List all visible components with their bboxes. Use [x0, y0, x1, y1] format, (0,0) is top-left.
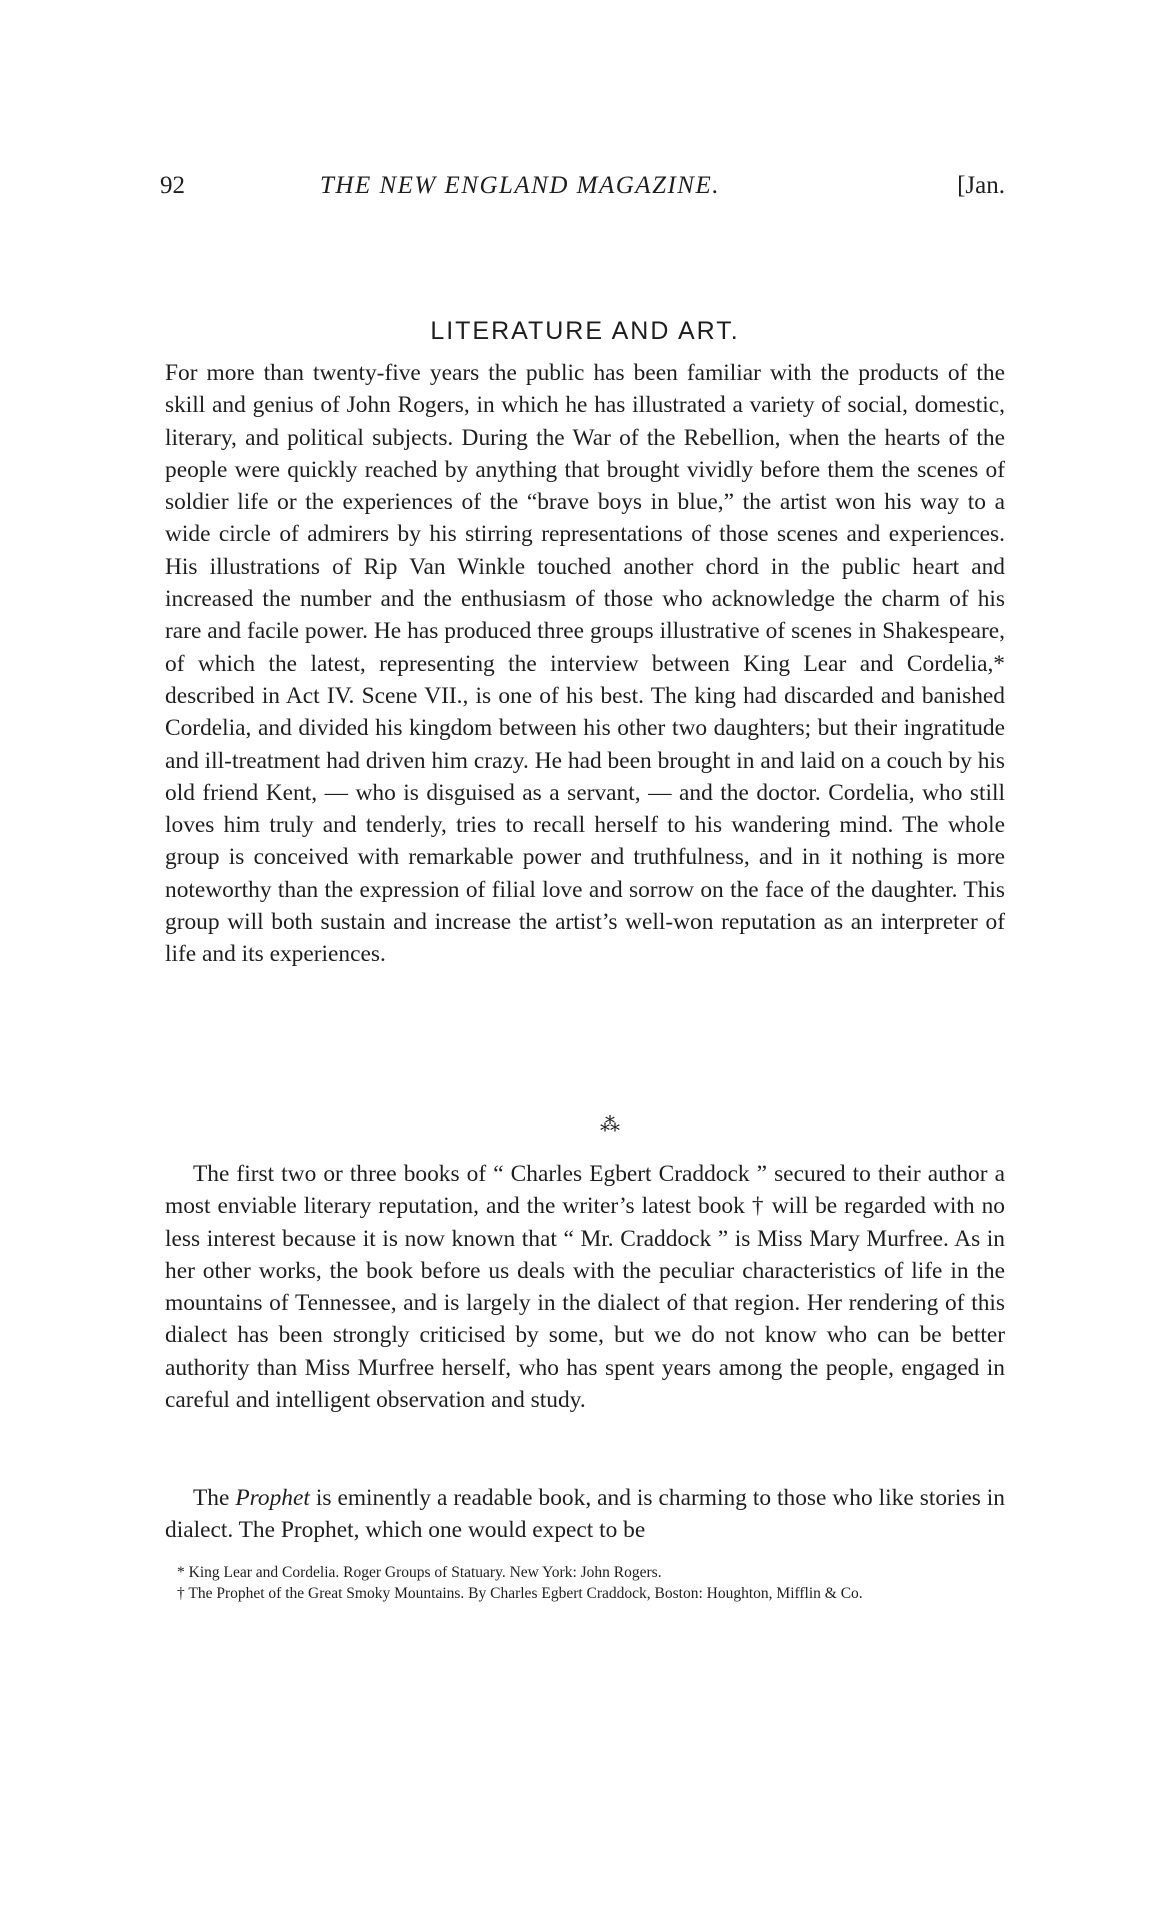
paragraph-prophet-rest: is eminently a readable book, and is charming to those who like stories in dialect. The Prophet, which one would expect to be — [165, 1485, 1005, 1544]
issue-month: [Jan. — [957, 172, 1005, 199]
paragraph-rogers: For more than twenty-five years the public has been familiar with the products of the skill and genius of John Rogers, in which he has illustrated a variety of social, domestic, literary, and political subjects. During the War of the Rebellion, when the hearts of the people were quickly reached by anything that brought vividly before them the scenes of soldier life or the experiences of the “brave boys in blue,” the artist won his way to a wide circle of admirers by his stirring representations of those scenes and experiences. His illustrations of Rip Van Winkle touched another chord in the public heart and increased the number and the enthusiasm of those who acknowledge the charm of his rare and facile power. He has produced three groups illustrative of scenes in Shakespeare, of which the latest, representing the interview between King Lear and Cordelia,* described in Act IV. Scene VII., is one of his best. The king had discarded and banished Cordelia, and divided his kingdom between his other two daughters; but their ingratitude and ill-treatment had driven him crazy. He had been brought in and laid on a couch by his old friend Kent, — who is disguised as a servant, — and the doctor. Cordelia, who still loves him truly and tenderly, tries to recall herself to his wandering mind. The whole group is conceived with remarkable power and truthfulness, and in it nothing is more noteworthy than the expression of filial love and sorrow on the face of the daughter. This group will both sustain and increase the artist’s well-won reputation as an interpreter of life and its experiences. — [165, 360, 1005, 968]
asterism-divider: ⁂ — [600, 1114, 620, 1136]
book-title-prophet: Prophet — [235, 1485, 310, 1511]
paragraph-prophet-start: The — [193, 1485, 236, 1511]
footnotes — [165, 1562, 1005, 1604]
magazine-title: THE NEW ENGLAND MAGAZINE. — [320, 172, 720, 199]
paragraph-prophet — [165, 1482, 1005, 1547]
footnote-2: † The Prophet of the Great Smoky Mountains. By Charles Egbert Craddock, Boston: Houghton, Mifflin & Co. — [177, 1585, 863, 1602]
paragraph-craddock: The first two or three books of “ Charles Egbert Craddock ” secured to their author a most enviable literary reputation, and the writer’s latest book † will be regarded with no less interest because it is now known that “ Mr. Craddock ” is Miss Mary Murfree. As in her other works, the book before us deals with the peculiar characteristics of life in the mountains of Tennessee, and is largely in the dialect of that region. Her rendering of this dialect has been strongly criticised by some, but we do not know who can be better authority than Miss Murfree herself, who has spent years among the people, engaged in careful and intelligent observation and study. — [165, 1161, 1005, 1414]
section-title: LITERATURE AND ART. — [430, 317, 740, 345]
page-number: 92 — [160, 172, 185, 199]
running-head — [160, 172, 1005, 212]
footnote-1: * King Lear and Cordelia. Roger Groups of Statuary. New York: John Rogers. — [177, 1564, 662, 1581]
